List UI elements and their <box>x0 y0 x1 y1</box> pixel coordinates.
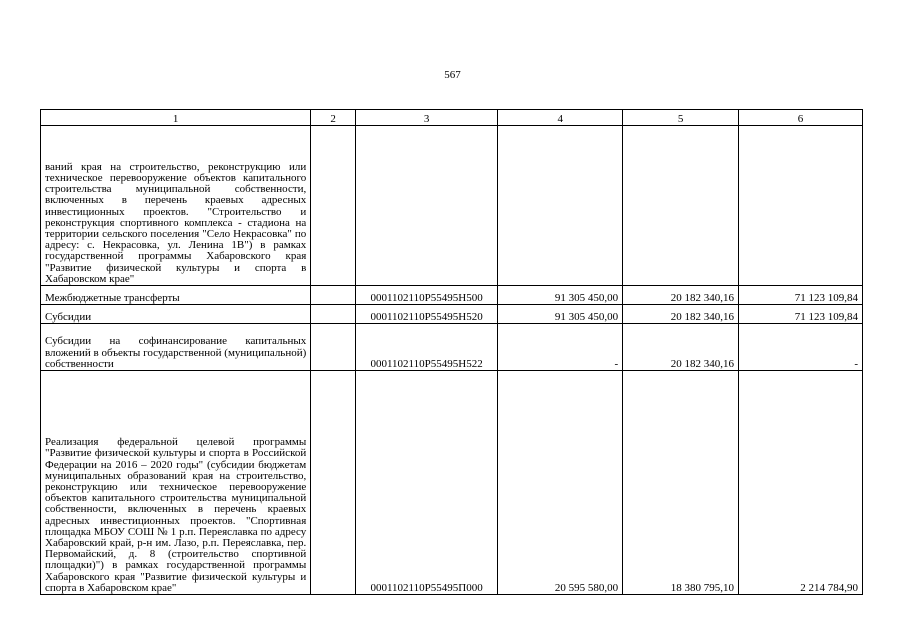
column-header-6: 6 <box>739 110 863 126</box>
row-code <box>355 126 497 286</box>
row-description: Реализация федеральной целевой программы "Развитие физической культуры и спорта в Российской Федерации на 2016 – 2020 годы" (субсидии бюджетам муниципальных образований края на строительство, реконструкцию или техническое перевооружение объектов капитального строительства муниципальной собственности, включенных в перечень краевых адресных инвестиционных проектов. "Спортивная площадка МБОУ СОШ № 1 р.п. Переяславка по адресу Хабаровский край, р-н им. Лазо, р.п. Переяславка, пер. Первомайский, д. 8 (строительство спортивной площадки)") в рамках государственной программы Хабаровского края "Развитие физической культуры и спорта в Хабаровском крае" <box>41 371 311 595</box>
table-row <box>41 324 863 371</box>
table-row <box>41 286 863 305</box>
column-header-4: 4 <box>498 110 623 126</box>
page-number: 567 <box>444 69 461 81</box>
row-value-5: 20 182 340,16 <box>623 324 739 371</box>
row-col2 <box>311 305 356 324</box>
row-value-6: - <box>739 324 863 371</box>
row-value-4: 20 595 580,00 <box>498 371 623 595</box>
table-row <box>41 126 863 286</box>
header-row <box>41 110 863 126</box>
row-value-5 <box>623 126 739 286</box>
column-header-5: 5 <box>623 110 739 126</box>
row-value-6 <box>739 126 863 286</box>
row-description: Межбюджетные трансферты <box>41 286 311 305</box>
row-value-6: 71 123 109,84 <box>739 286 863 305</box>
table-row <box>41 371 863 595</box>
row-value-6: 2 214 784,90 <box>739 371 863 595</box>
row-col2 <box>311 126 356 286</box>
row-value-6: 71 123 109,84 <box>739 305 863 324</box>
row-code: 0001102110P55495H522 <box>355 324 497 371</box>
row-col2 <box>311 371 356 595</box>
row-col2 <box>311 324 356 371</box>
row-value-5: 20 182 340,16 <box>623 286 739 305</box>
column-header-2: 2 <box>311 110 356 126</box>
table-row <box>41 305 863 324</box>
row-value-5: 20 182 340,16 <box>623 305 739 324</box>
budget-table <box>40 109 863 595</box>
row-description: Субсидии <box>41 305 311 324</box>
row-value-4 <box>498 126 623 286</box>
row-code: 0001102110P55495H500 <box>355 286 497 305</box>
row-code: 0001102110P55495H520 <box>355 305 497 324</box>
column-header-1: 1 <box>41 110 311 126</box>
row-value-4: 91 305 450,00 <box>498 305 623 324</box>
row-description: Субсидии на софинансирование капитальных вложений в объекты государственной (муниципальной) собственности <box>41 324 311 371</box>
row-code: 0001102110P55495П000 <box>355 371 497 595</box>
column-header-3: 3 <box>355 110 497 126</box>
row-value-4: - <box>498 324 623 371</box>
row-description: ваний края на строительство, реконструкцию или техническое перевооружение объектов капитального строительства муниципальной собственности, включенных в перечень краевых адресных инвестиционных проектов. "Строительство и реконструкция спортивного комплекса - стадиона на территории сельского поселения "Село Некрасовка" по адресу: с. Некрасовка, ул. Ленина 1В") в рамках государственной программы Хабаровского края "Развитие физической культуры и спорта в Хабаровском крае" <box>41 126 311 286</box>
row-value-5: 18 380 795,10 <box>623 371 739 595</box>
row-col2 <box>311 286 356 305</box>
row-value-4: 91 305 450,00 <box>498 286 623 305</box>
